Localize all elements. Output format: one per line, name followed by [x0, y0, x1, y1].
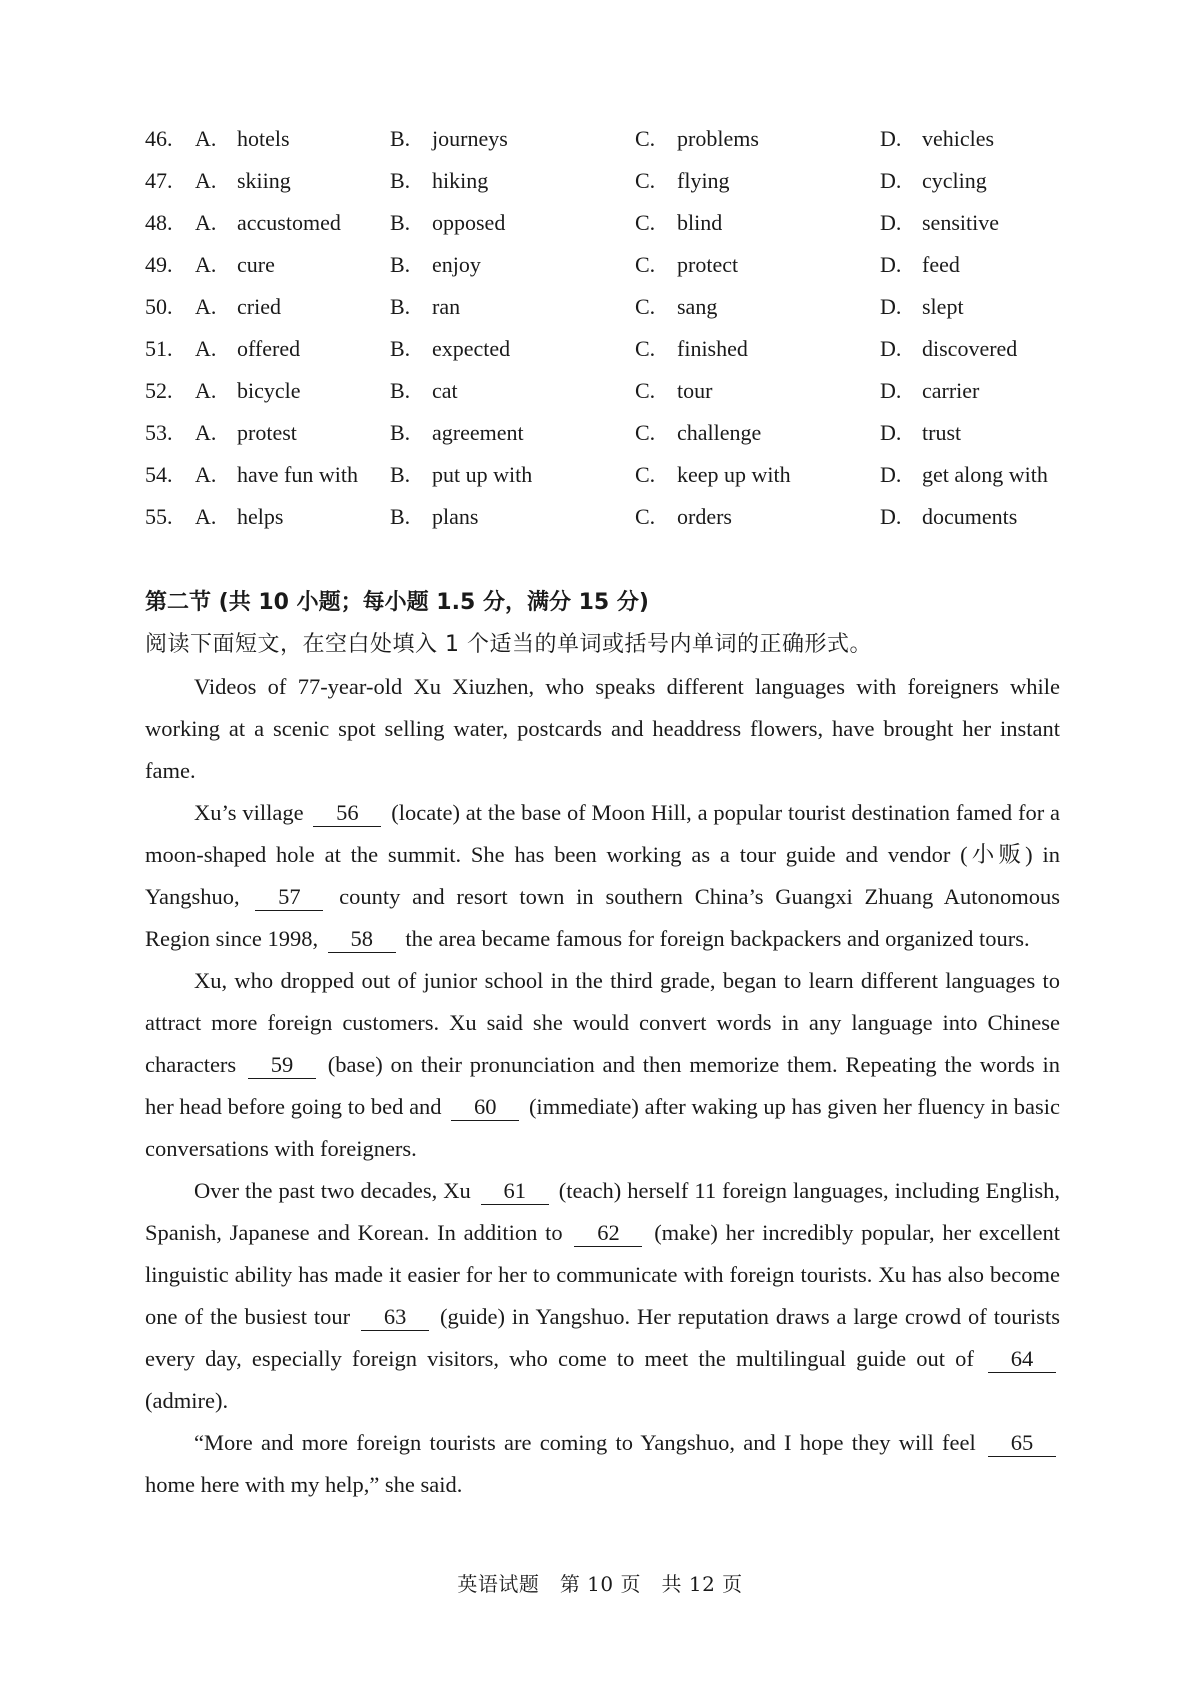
blank-56[interactable]: 56 — [313, 800, 381, 827]
option-text: agreement — [432, 420, 524, 445]
option-d — [880, 496, 1060, 538]
option-letter: C. — [635, 294, 656, 319]
option-letter: B. — [390, 210, 411, 235]
option-d — [880, 286, 1060, 328]
question-row — [145, 370, 1060, 412]
question-row — [145, 160, 1060, 202]
option-letter: A. — [195, 210, 217, 235]
option-letter: B. — [390, 252, 411, 277]
option-text: carrier — [922, 378, 980, 403]
option-letter: D. — [880, 294, 902, 319]
passage-paragraph — [145, 666, 1060, 792]
option-text: protest — [237, 420, 297, 445]
option-letter: B. — [390, 378, 411, 403]
option-text: accustomed — [237, 210, 341, 235]
options-table — [145, 118, 1060, 538]
option-letter: A. — [195, 462, 217, 487]
option-letter: D. — [880, 504, 902, 529]
option-letter: C. — [635, 168, 656, 193]
option-letter: B. — [390, 126, 411, 151]
question-row — [145, 118, 1060, 160]
option-d — [880, 328, 1060, 370]
option-letter: D. — [880, 210, 902, 235]
option-b — [390, 286, 635, 328]
option-text: expected — [432, 336, 511, 361]
option-d — [880, 244, 1060, 286]
passage-paragraph — [145, 1170, 1060, 1422]
question-row — [145, 454, 1060, 496]
passage-text: (locate) at the base of Moon Hill, a popular tourist destination famed for a moon-shaped hole at the summit. She has been working as a tour guide and vendor (小贩) in Yangshuo, — [145, 800, 1061, 909]
passage — [145, 666, 1060, 1506]
blank-65[interactable]: 65 — [988, 1430, 1056, 1457]
question-number: 50. — [145, 294, 173, 319]
passage-text: Over the past two decades, Xu — [194, 1178, 477, 1203]
option-text: have fun with — [237, 462, 358, 487]
passage-text: Xu, who dropped out of junior school in the third grade, began to learn different languages to attract more foreign customers. Xu said she would convert words in any language into Chinese characters — [145, 968, 1060, 1077]
blank-60[interactable]: 60 — [451, 1094, 519, 1121]
option-letter: B. — [390, 462, 411, 487]
option-a — [145, 496, 390, 538]
option-letter: B. — [390, 504, 411, 529]
option-text: offered — [237, 336, 301, 361]
option-d — [880, 160, 1060, 202]
option-text: blind — [677, 210, 723, 235]
passage-paragraph — [145, 960, 1060, 1170]
option-a — [145, 160, 390, 202]
option-text: feed — [922, 252, 960, 277]
option-b — [390, 202, 635, 244]
option-text: cried — [237, 294, 281, 319]
question-number: 47. — [145, 168, 173, 193]
page-footer: 英语试题 第 10 页 共 12 页 — [457, 1572, 743, 1596]
option-b — [390, 328, 635, 370]
option-text: skiing — [237, 168, 291, 193]
option-letter: C. — [635, 420, 656, 445]
option-text: ran — [432, 294, 461, 319]
option-letter: C. — [635, 378, 656, 403]
option-d — [880, 370, 1060, 412]
option-text: tour — [677, 378, 713, 403]
option-text: flying — [677, 168, 730, 193]
option-text: problems — [677, 126, 759, 151]
passage-text: (immediate) after waking up has given her fluency in basic conversations with foreigners. — [145, 1094, 1060, 1161]
option-text: challenge — [677, 420, 762, 445]
question-number: 46. — [145, 126, 173, 151]
passage-text: county and resort town in southern China’s Guangxi Zhuang Autonomous Region since 1998, — [145, 884, 1060, 951]
option-a — [145, 454, 390, 496]
option-text: keep up with — [677, 462, 791, 487]
question-row — [145, 328, 1060, 370]
option-letter: A. — [195, 420, 217, 445]
passage-paragraph — [145, 792, 1060, 960]
option-a — [145, 286, 390, 328]
passage-text: (make) her incredibly popular, her excellent linguistic ability has made it easier for her to communicate with foreign tourists. Xu has also become one of the busiest tour — [145, 1220, 1061, 1329]
option-letter: D. — [880, 336, 902, 361]
option-text: slept — [922, 294, 964, 319]
option-letter: C. — [635, 504, 656, 529]
option-letter: C. — [635, 336, 656, 361]
question-number: 54. — [145, 462, 173, 487]
option-letter: D. — [880, 126, 902, 151]
question-row — [145, 412, 1060, 454]
option-text: put up with — [432, 462, 533, 487]
option-letter: D. — [880, 420, 902, 445]
passage-text: (teach) herself 11 foreign languages, including English, Spanish, Japanese and Korean. In addition to — [145, 1178, 1060, 1245]
blank-59[interactable]: 59 — [248, 1052, 316, 1079]
option-text: orders — [677, 504, 732, 529]
option-b — [390, 118, 635, 160]
option-c — [635, 370, 880, 412]
option-a — [145, 202, 390, 244]
passage-text: Videos of 77-year-old Xu Xiuzhen, who speaks different languages with foreigners while working at a scenic spot selling water, postcards and headdress flowers, have brought her instant fame. — [145, 674, 1060, 783]
option-letter: A. — [195, 168, 217, 193]
blank-63[interactable]: 63 — [361, 1304, 429, 1331]
option-c — [635, 202, 880, 244]
option-letter: C. — [635, 126, 656, 151]
passage-text: the area became famous for foreign backpackers and organized tours. — [399, 926, 1030, 951]
passage-text: Xu’s village — [194, 800, 310, 825]
passage-text: “More and more foreign tourists are coming to Yangshuo, and I hope they will feel — [194, 1430, 984, 1455]
passage-text: home here with my help,” she said. — [145, 1472, 463, 1497]
option-text: hotels — [237, 126, 290, 151]
option-b — [390, 496, 635, 538]
option-letter: A. — [195, 378, 217, 403]
option-letter: B. — [390, 420, 411, 445]
blank-62[interactable]: 62 — [574, 1220, 642, 1247]
option-text: protect — [677, 252, 739, 277]
passage-text: (admire). — [145, 1388, 229, 1413]
blank-58[interactable]: 58 — [328, 926, 396, 953]
option-letter: D. — [880, 252, 902, 277]
option-c — [635, 454, 880, 496]
option-text: sang — [677, 294, 718, 319]
option-text: bicycle — [237, 378, 301, 403]
option-d — [880, 412, 1060, 454]
option-text: get along with — [922, 462, 1048, 487]
option-text: trust — [922, 420, 962, 445]
option-d — [880, 454, 1060, 496]
section-title: 第二节 (共 10 小题；每小题 1.5 分，满分 15 分) — [145, 590, 649, 615]
question-number: 51. — [145, 336, 173, 361]
passage-paragraph — [145, 1422, 1060, 1506]
exam-page — [145, 118, 1060, 1506]
option-text: cure — [237, 252, 275, 277]
question-number: 48. — [145, 210, 173, 235]
option-letter: B. — [390, 294, 411, 319]
passage-text: (base) on their pronunciation and then memorize them. Repeating the words in her head before going to bed and — [145, 1052, 1060, 1119]
blank-57[interactable]: 57 — [255, 884, 323, 911]
option-text: documents — [922, 504, 1018, 529]
option-text: discovered — [922, 336, 1018, 361]
blank-64[interactable]: 64 — [988, 1346, 1056, 1373]
option-text: sensitive — [922, 210, 999, 235]
option-b — [390, 160, 635, 202]
option-b — [390, 370, 635, 412]
option-letter: C. — [635, 210, 656, 235]
option-text: cycling — [922, 168, 987, 193]
option-letter: B. — [390, 336, 411, 361]
option-b — [390, 454, 635, 496]
option-text: opposed — [432, 210, 506, 235]
blank-61[interactable]: 61 — [481, 1178, 549, 1205]
option-c — [635, 496, 880, 538]
option-letter: A. — [195, 126, 217, 151]
question-row — [145, 496, 1060, 538]
option-text: helps — [237, 504, 284, 529]
option-text: hiking — [432, 168, 489, 193]
option-a — [145, 412, 390, 454]
option-a — [145, 118, 390, 160]
option-text: finished — [677, 336, 748, 361]
option-a — [145, 328, 390, 370]
option-text: plans — [432, 504, 479, 529]
passage-text: (guide) in Yangshuo. Her reputation draws a large crowd of tourists every day, especially foreign visitors, who come to meet the multilingual guide out of — [145, 1304, 1060, 1371]
option-text: journeys — [432, 126, 508, 151]
option-letter: D. — [880, 168, 902, 193]
option-b — [390, 412, 635, 454]
option-d — [880, 202, 1060, 244]
option-c — [635, 412, 880, 454]
question-row — [145, 244, 1060, 286]
option-letter: A. — [195, 252, 217, 277]
question-row — [145, 202, 1060, 244]
option-c — [635, 328, 880, 370]
option-text: enjoy — [432, 252, 481, 277]
option-letter: D. — [880, 378, 902, 403]
option-letter: A. — [195, 294, 217, 319]
option-c — [635, 286, 880, 328]
option-letter: C. — [635, 252, 656, 277]
option-d — [880, 118, 1060, 160]
option-a — [145, 370, 390, 412]
question-row — [145, 286, 1060, 328]
question-number: 52. — [145, 378, 173, 403]
option-letter: C. — [635, 462, 656, 487]
question-number: 53. — [145, 420, 173, 445]
option-letter: B. — [390, 168, 411, 193]
question-number: 55. — [145, 504, 173, 529]
option-c — [635, 160, 880, 202]
option-c — [635, 244, 880, 286]
option-a — [145, 244, 390, 286]
option-letter: D. — [880, 462, 902, 487]
section-instruction: 阅读下面短文，在空白处填入 1 个适当的单词或括号内单词的正确形式。 — [145, 632, 872, 657]
option-letter: A. — [195, 336, 217, 361]
question-number: 49. — [145, 252, 173, 277]
option-c — [635, 118, 880, 160]
option-text: cat — [432, 378, 458, 403]
option-text: vehicles — [922, 126, 995, 151]
option-letter: A. — [195, 504, 217, 529]
option-b — [390, 244, 635, 286]
